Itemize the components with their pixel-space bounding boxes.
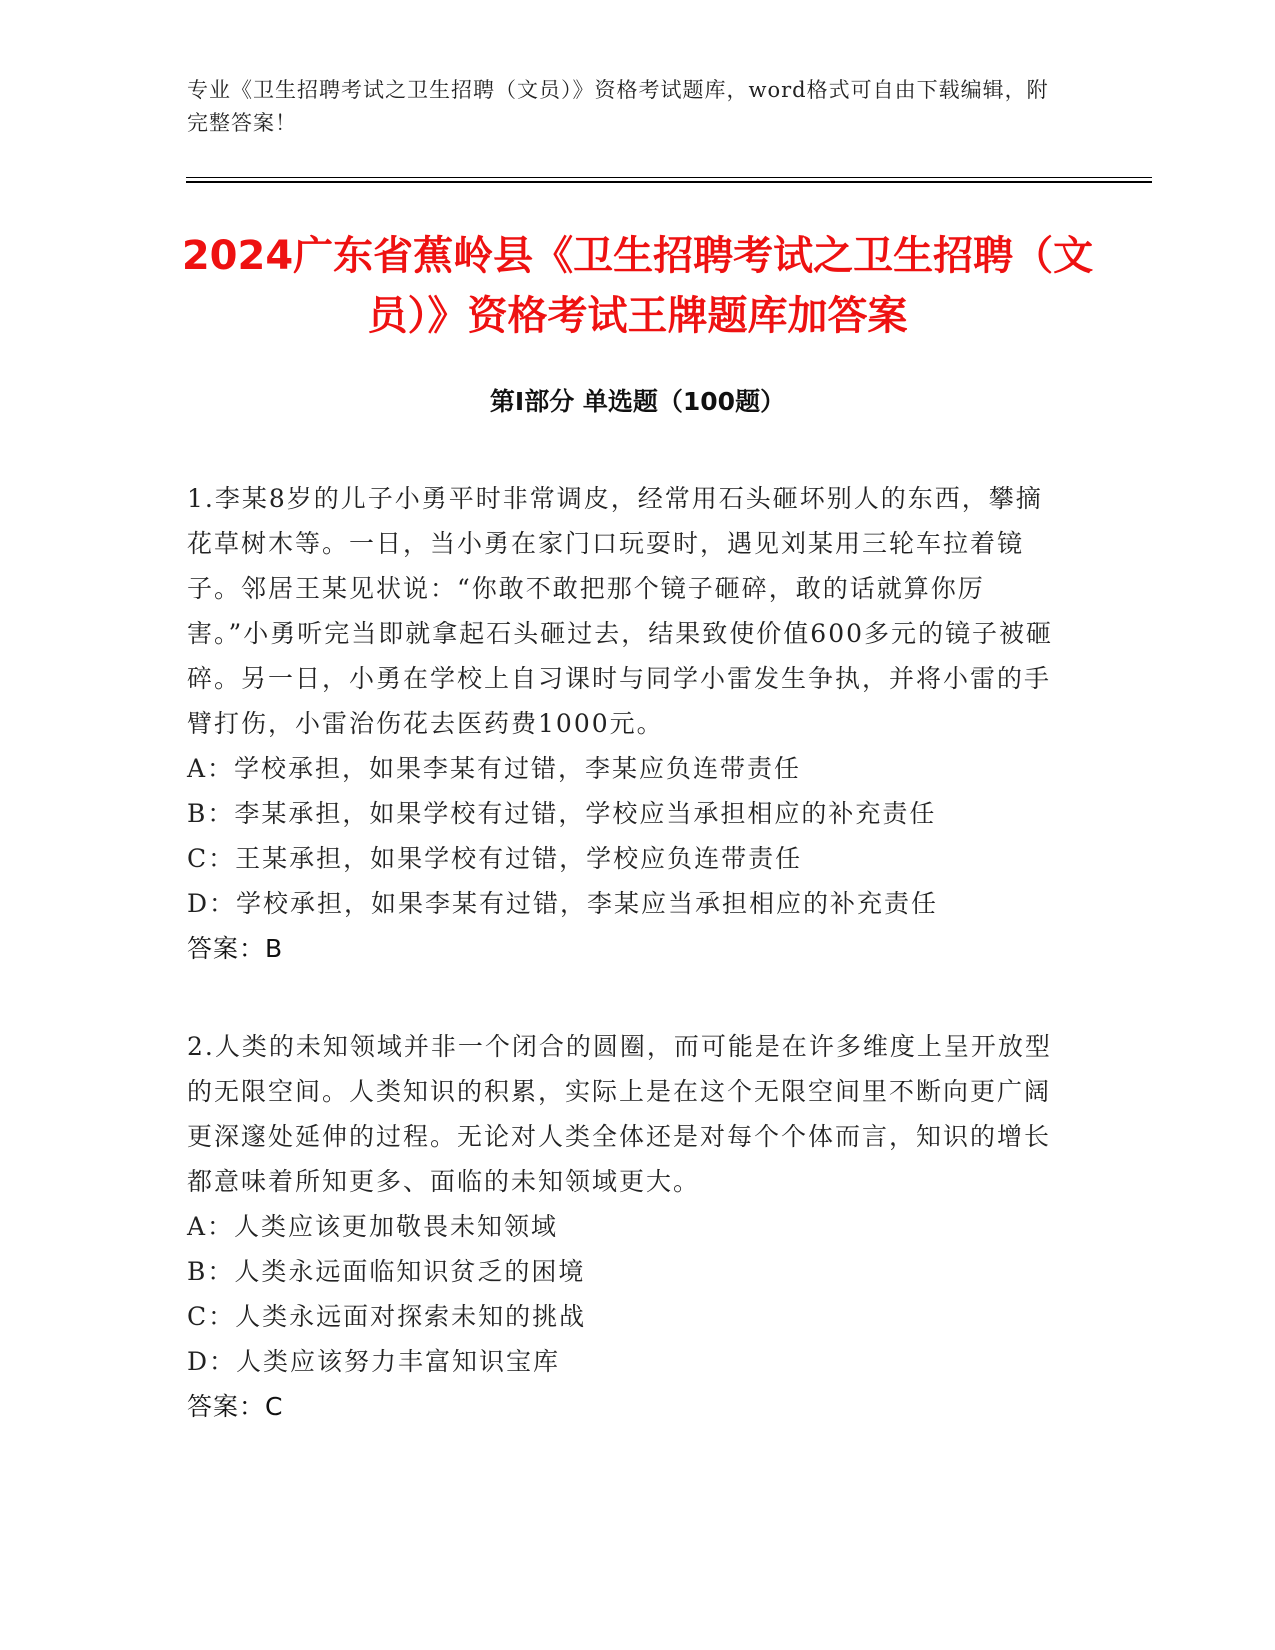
option-b: B：人类永远面临知识贫乏的困境	[187, 1257, 586, 1286]
question-stem: 1.李某8岁的儿子小勇平时非常调皮，经常用石头砸坏别人的东西，攀摘花草树木等。一日，当小勇在家门口玩耍时，遇见刘某用三轮车拉着镜子。邻居王某见状说：“你敢不敢把那个镜子砸碎，敢的话就算你厉害。”小勇听完当即就拿起石头砸过去，结果致使价值600多元的镜子被砸碎。另一日，小勇在学校上自习课时与同学小雷发生争执，并将小雷的手臂打伤，小雷治伤花去医药费1000元。	[187, 484, 1054, 738]
question-stem: 2.人类的未知领域并非一个闭合的圆圈，而可能是在许多维度上呈开放型的无限空间。人类知识的积累，实际上是在这个无限空间里不断向更广阔更深邃处延伸的过程。无论对人类全体还是对每个个体而言，知识的增长都意味着所知更多、面临的未知领域更大。	[187, 1032, 1052, 1196]
question-1	[187, 476, 1057, 971]
question-2	[187, 1024, 1057, 1429]
option-a: A：人类应该更加敬畏未知领域	[187, 1212, 559, 1241]
header-divider-thin	[186, 177, 1152, 178]
option-c: C：王某承担，如果学校有过错，学校应负连带责任	[187, 844, 803, 873]
header-divider-thick	[186, 181, 1152, 183]
answer: 答案：B	[187, 934, 284, 963]
answer: 答案：C	[187, 1392, 284, 1421]
document-title: 2024广东省蕉岭县《卫生招聘考试之卫生招聘（文员）》资格考试王牌题库加答案	[181, 233, 1094, 339]
option-d: D：人类应该努力丰富知识宝库	[187, 1347, 561, 1376]
option-c: C：人类永远面对探索未知的挑战	[187, 1302, 587, 1331]
option-b: B：李某承担，如果学校有过错，学校应当承担相应的补充责任	[187, 799, 937, 828]
section-title: 第Ⅰ部分 单选题（100题）	[489, 387, 786, 416]
header-note: 专业《卫生招聘考试之卫生招聘（文员）》资格考试题库，word格式可自由下载编辑，附完整答案！	[187, 78, 1049, 135]
option-d: D：学校承担，如果李某有过错，李某应当承担相应的补充责任	[187, 889, 939, 918]
option-a: A：学校承担，如果李某有过错，李某应负连带责任	[187, 754, 802, 783]
